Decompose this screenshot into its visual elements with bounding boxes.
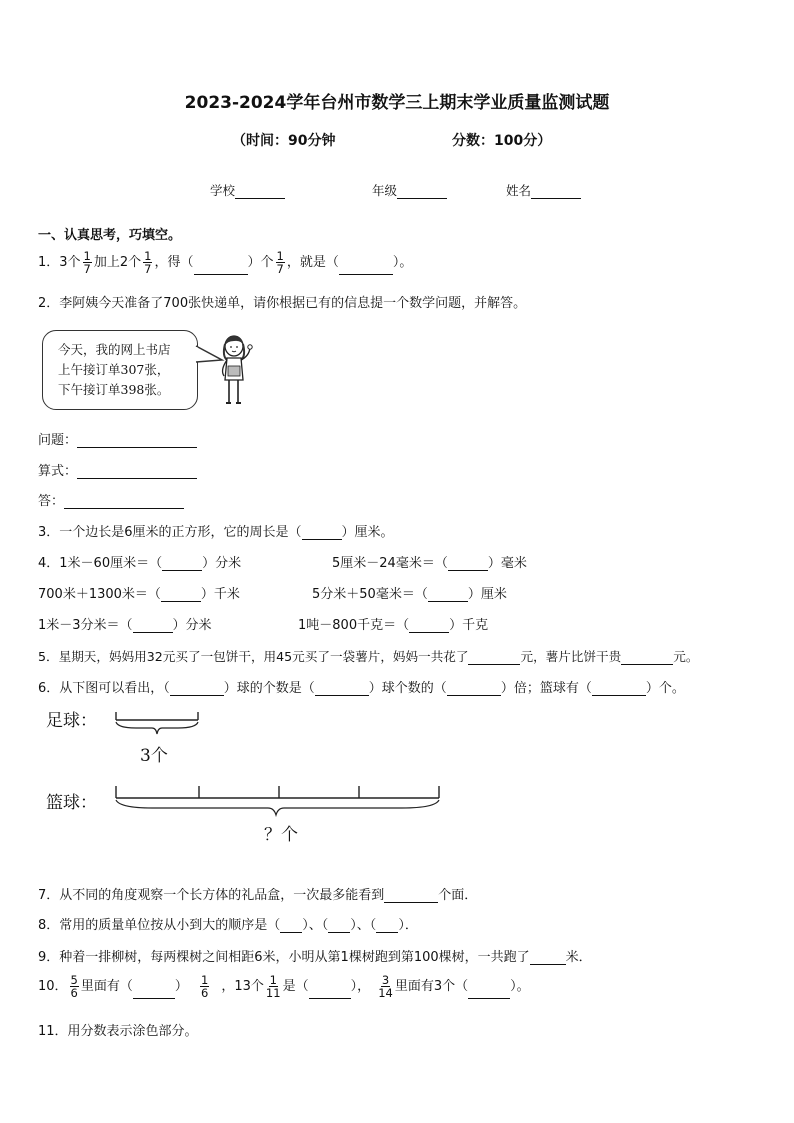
q4-expr: 1吨－800千克＝（ xyxy=(298,618,410,633)
numerator: 1 xyxy=(83,249,91,263)
fraction xyxy=(266,974,281,999)
name-blank[interactable] xyxy=(531,185,581,199)
answer-blank[interactable] xyxy=(409,620,449,633)
answer-blank[interactable] xyxy=(468,986,510,999)
answer-label: 答： xyxy=(38,494,65,509)
question-label: 问题： xyxy=(38,433,78,448)
answer-blank[interactable] xyxy=(133,620,173,633)
question-3 xyxy=(38,521,394,540)
q9-text-a: 9．种着一排柳树，每两棵树之间相距6米，小明从第1棵树跑到第100棵树，一共跑了 xyxy=(38,950,530,965)
denominator: 7 xyxy=(144,262,152,276)
basketball-segment-diagram xyxy=(112,782,446,818)
numerator: 1 xyxy=(201,973,209,987)
question-6 xyxy=(38,677,685,696)
football-segment-diagram xyxy=(112,708,204,738)
denominator: 11 xyxy=(265,986,281,1000)
q10-text-g: ）。 xyxy=(510,979,530,994)
fraction xyxy=(70,974,79,999)
name-label: 姓名 xyxy=(506,183,532,198)
bubble-line: 上午接订单307张， xyxy=(58,362,170,377)
q7-text-a: 7．从不同的角度观察一个长方体的礼品盒，一次最多能看到 xyxy=(38,888,385,903)
woman-illustration xyxy=(216,334,256,408)
denominator: 7 xyxy=(83,262,91,276)
answer-blank[interactable] xyxy=(621,651,673,665)
question-field xyxy=(38,429,197,448)
q6-text-d: ）倍；篮球有（ xyxy=(500,681,592,696)
denominator: 6 xyxy=(70,986,78,1000)
q10-text-f: 里面有3个（ xyxy=(394,979,469,994)
question-7 xyxy=(38,884,477,903)
name-field xyxy=(506,181,581,199)
question-4-row-1b xyxy=(332,552,527,571)
question-2: 2．李阿姨今天准备了700张快递单，请你根据已有的信息提一个数学问题，并解答。 xyxy=(38,296,527,311)
q5-text-a: 5．星期天，妈妈用32元买了一包饼干，用45元买了一袋薯片，妈妈一共花了 xyxy=(38,649,469,664)
football-label: 足球： xyxy=(46,711,97,731)
question-4-row-2 xyxy=(38,583,240,602)
q10-text-c: ，13个 xyxy=(221,979,264,994)
answer-blank[interactable] xyxy=(592,683,646,696)
q1-text-e: ，就是（ xyxy=(286,255,339,270)
question-4-row-3 xyxy=(38,614,212,633)
school-blank[interactable] xyxy=(235,185,285,199)
answer-blank[interactable] xyxy=(309,986,351,999)
formula-line[interactable] xyxy=(77,465,197,479)
school-label: 学校 xyxy=(210,183,236,198)
football-count: 3个 xyxy=(140,746,168,766)
q9-text-b: 米． xyxy=(565,950,592,965)
question-4-row-3b xyxy=(298,614,488,633)
basketball-label: 篮球： xyxy=(46,793,97,813)
grade-label: 年级 xyxy=(372,183,398,198)
q1-text-g: ）。 xyxy=(392,255,413,270)
q5-text-c: 元。 xyxy=(673,649,699,664)
denominator: 7 xyxy=(276,262,284,276)
grade-blank[interactable] xyxy=(397,185,447,199)
answer-blank[interactable] xyxy=(162,558,202,571)
question-4-row-2b xyxy=(312,583,507,602)
answer-line[interactable] xyxy=(64,495,184,509)
formula-label: 算式： xyxy=(38,464,78,479)
answer-blank[interactable] xyxy=(376,920,398,933)
denominator: 6 xyxy=(201,986,209,1000)
q8-sep: ）、（ xyxy=(350,918,377,933)
answer-blank[interactable] xyxy=(428,589,468,602)
question-11: 11．用分数表示涂色部分。 xyxy=(38,1024,198,1039)
q4-unit: ）千克 xyxy=(449,618,489,633)
answer-blank[interactable] xyxy=(339,262,393,275)
answer-blank[interactable] xyxy=(315,683,369,696)
question-8 xyxy=(38,914,418,933)
q4-expr: 4．1米－60厘米＝（ xyxy=(38,556,163,571)
numerator: 1 xyxy=(269,973,277,987)
answer-blank[interactable] xyxy=(448,558,488,571)
bubble-line: 下午接订单398张。 xyxy=(58,382,170,397)
section-heading: 一、认真思考，巧填空。 xyxy=(38,228,182,243)
question-9 xyxy=(38,946,592,965)
q4-unit: ）千米 xyxy=(200,587,240,602)
q4-expr: 5分米＋50毫米＝（ xyxy=(312,587,428,602)
total-score: 分数：100分） xyxy=(452,133,552,149)
numerator: 5 xyxy=(70,973,78,987)
answer-blank[interactable] xyxy=(194,262,248,275)
q4-expr: 1米－3分米＝（ xyxy=(38,618,133,633)
q8-text: 8．常用的质量单位按从小到大的顺序是（ xyxy=(38,918,281,933)
bubble-line: 今天，我的网上书店 xyxy=(58,342,171,357)
q4-expr: 5厘米－24毫米＝（ xyxy=(332,556,448,571)
q3-text-a: 3．一个边长是6厘米的正方形，它的周长是（ xyxy=(38,525,302,540)
denominator: 14 xyxy=(378,986,393,1000)
q4-unit: ）厘米 xyxy=(467,587,507,602)
q6-text-a: 6．从下图可以看出，（ xyxy=(38,681,170,696)
q1-text-d: ）个 xyxy=(247,255,274,270)
grade-field xyxy=(372,181,447,199)
bubble-text xyxy=(58,340,171,400)
question-10 xyxy=(38,974,530,999)
fraction xyxy=(200,974,209,999)
q10-number: 10． xyxy=(38,979,68,994)
q1-text-c: ，得（ xyxy=(154,255,194,270)
fraction xyxy=(378,974,393,999)
fraction xyxy=(276,250,285,275)
answer-field xyxy=(38,490,184,509)
basketball-count: ？个 xyxy=(264,825,298,845)
question-1 xyxy=(38,250,412,275)
q10-text-a: 里面有（ xyxy=(80,979,133,994)
q6-text-e: ）个。 xyxy=(645,681,685,696)
q1-text-b: 加上2个 xyxy=(93,255,142,270)
q10-text-e: ）， xyxy=(350,979,371,994)
q6-text-c: ）球个数的（ xyxy=(368,681,447,696)
answer-blank[interactable] xyxy=(170,683,224,696)
numerator: 1 xyxy=(276,249,284,263)
page-title: 2023-2024学年台州市数学三上期末学业质量监测试题 xyxy=(184,93,610,113)
answer-blank[interactable] xyxy=(133,986,175,999)
q3-text-b: ）厘米。 xyxy=(341,525,394,540)
q5-text-b: 元，薯片比饼干贵 xyxy=(520,649,622,664)
q4-expr: 700米＋1300米＝（ xyxy=(38,587,161,602)
answer-blank[interactable] xyxy=(161,589,201,602)
question-line[interactable] xyxy=(77,434,197,448)
fraction xyxy=(83,250,92,275)
answer-blank[interactable] xyxy=(530,951,566,965)
q4-unit: ）分米 xyxy=(202,556,242,571)
answer-blank[interactable] xyxy=(302,527,342,540)
q8-sep: ）． xyxy=(398,918,418,933)
q10-text-b: ） xyxy=(174,979,188,994)
question-5 xyxy=(38,646,698,665)
q4-unit: ）分米 xyxy=(172,618,212,633)
school-field xyxy=(210,181,285,199)
q1-text-a: 1．3个 xyxy=(38,255,81,270)
question-4-row-1 xyxy=(38,552,241,571)
q4-unit: ）毫米 xyxy=(487,556,527,571)
q6-text-b: ）球的个数是（ xyxy=(223,681,315,696)
answer-blank[interactable] xyxy=(384,889,438,903)
formula-field xyxy=(38,460,197,479)
q10-text-d: 是（ xyxy=(282,979,309,994)
answer-blank[interactable] xyxy=(280,920,302,933)
answer-blank[interactable] xyxy=(447,683,501,696)
q8-sep: ）、（ xyxy=(302,918,329,933)
numerator: 1 xyxy=(144,249,152,263)
q7-text-b: 个面． xyxy=(438,888,478,903)
numerator: 3 xyxy=(381,973,390,987)
answer-blank[interactable] xyxy=(468,651,520,665)
answer-blank[interactable] xyxy=(328,920,350,933)
time-limit: （时间：90分钟 xyxy=(232,133,336,149)
fraction xyxy=(143,250,152,275)
